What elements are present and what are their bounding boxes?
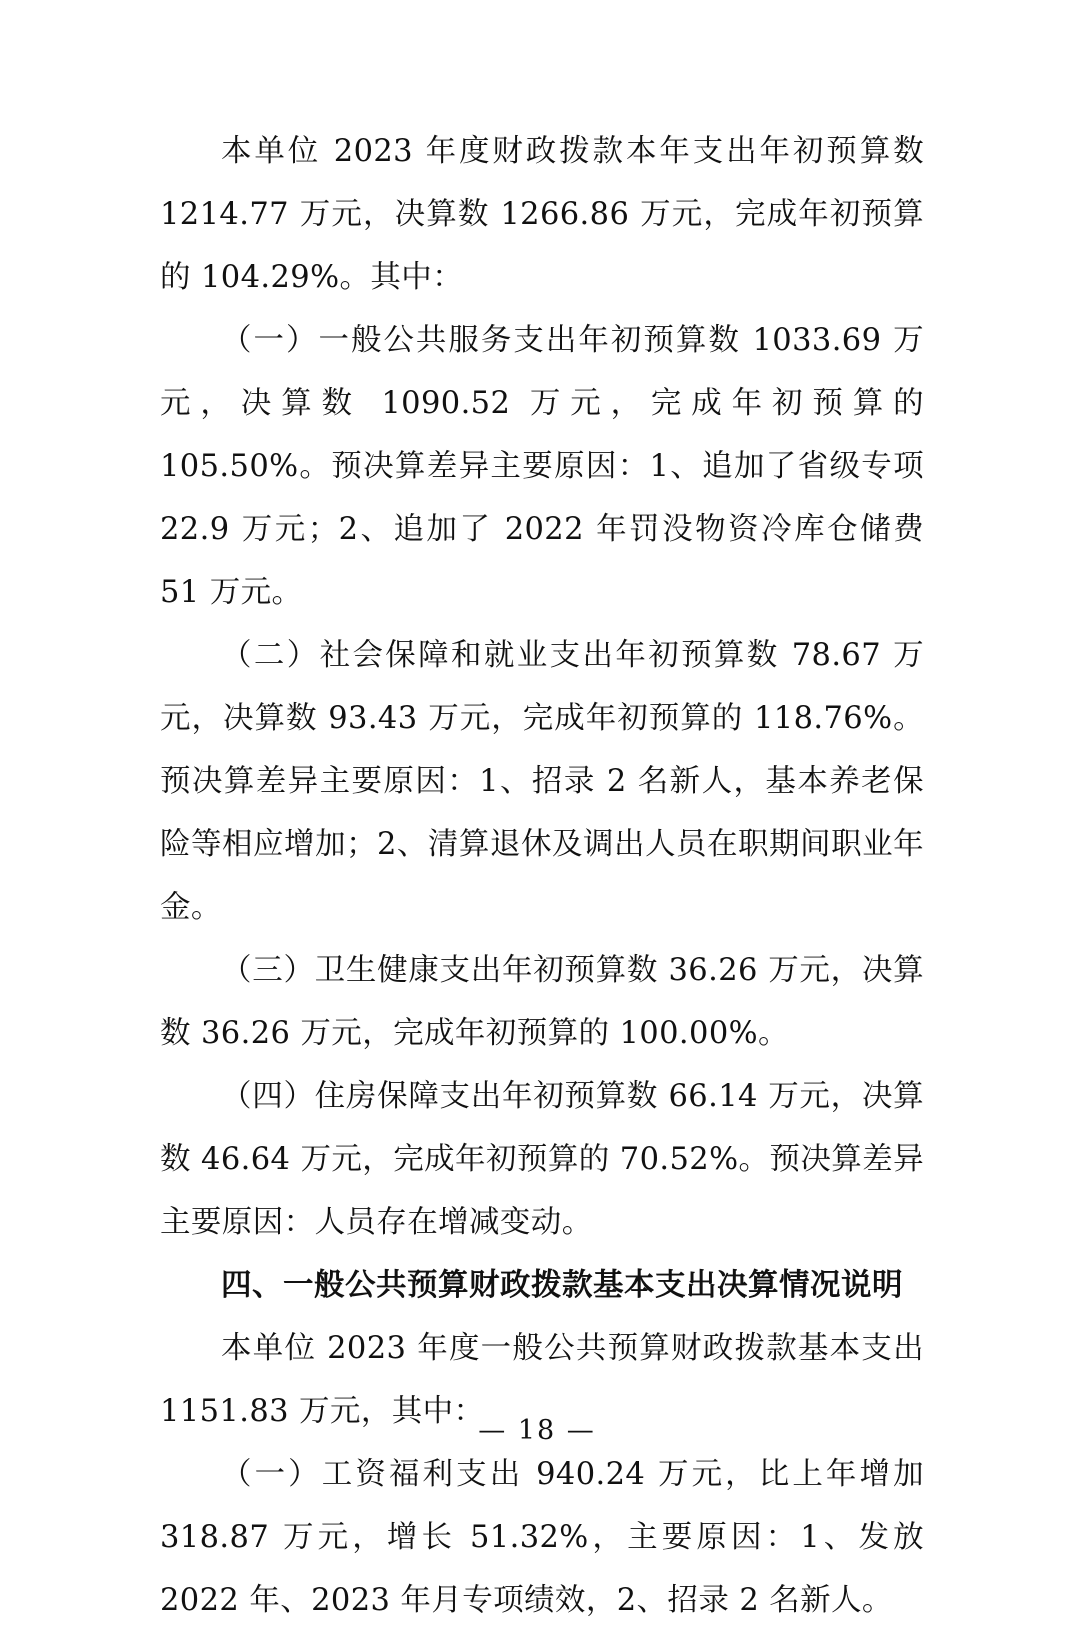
paragraph-health-expenditure: （三）卫生健康支出年初预算数 36.26 万元，决算数 36.26 万元，完成年初预算的 100.00%。	[160, 953, 924, 1051]
paragraph-general-public-service: （一）一般公共服务支出年初预算数 1033.69 万元，决算数 1090.52 万元，完成年初预算的 105.50%。预决算差异主要原因：1、追加了省级专项 22.9 万元；2、追加了 2022 年罚没物资冷库仓储费 51 万元。	[160, 323, 924, 610]
paragraph-housing-security: （四）住房保障支出年初预算数 66.14 万元，决算数 46.64 万元，完成年初预算的 70.52%。预决算差异主要原因：人员存在增减变动。	[160, 1079, 924, 1240]
paragraph-salary-benefits: （一）工资福利支出 940.24 万元，比上年增加 318.87 万元，增长 51.32%，主要原因：1、发放 2022 年、2023 年月专项绩效，2、招录 2 名新人。	[160, 1457, 924, 1618]
paragraph-social-security-employment: （二）社会保障和就业支出年初预算数 78.67 万元，决算数 93.43 万元，完成年初预算的 118.76%。预决算差异主要原因：1、招录 2 名新人，基本养老保险等相应增加；2、清算退休及调出人员在职期间职业年金。	[160, 638, 924, 925]
page-number: — 18 —	[478, 1415, 596, 1446]
paragraph-funding-expenditure-summary: 本单位 2023 年度财政拨款本年支出年初预算数 1214.77 万元，决算数 1266.86 万元，完成年初预算的 104.29%。其中：	[160, 134, 924, 295]
paragraph-basic-expenditure-intro: 本单位 2023 年度一般公共预算财政拨款基本支出 1151.83 万元，其中：	[160, 1331, 924, 1429]
section-heading-basic-expenditure: 四、一般公共预算财政拨款基本支出决算情况说明	[221, 1268, 903, 1303]
